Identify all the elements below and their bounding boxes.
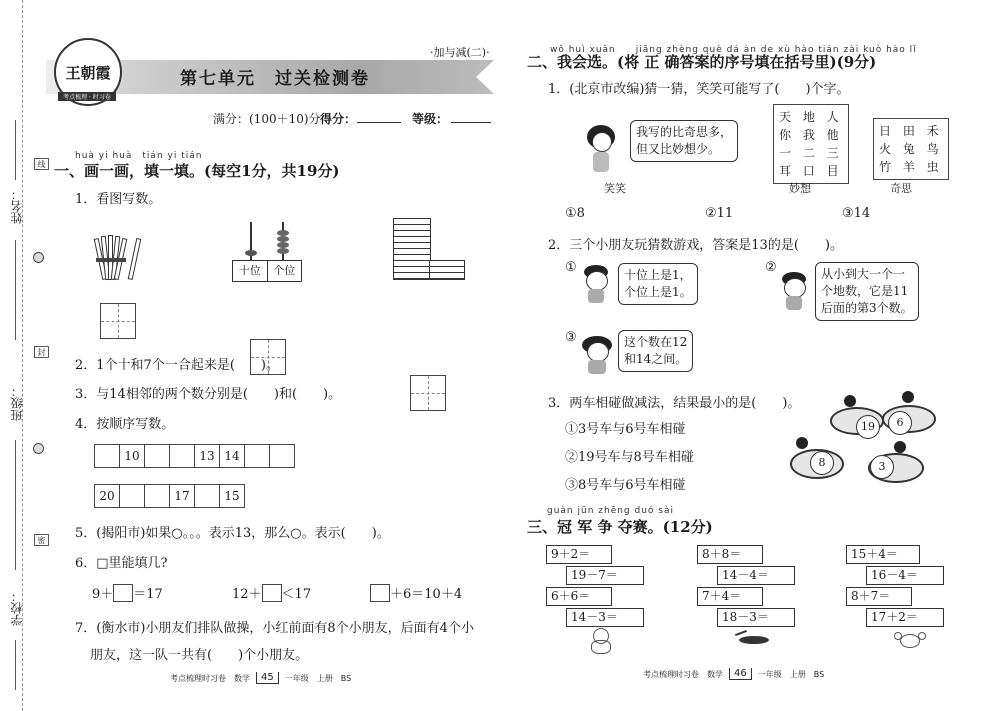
section-2-pinyin: wǒ huì xuǎn jiāng zhèng què dá àn de xù hào tián zài kuò hào lǐ	[550, 45, 917, 55]
binding-line	[15, 640, 17, 690]
fill-box[interactable]	[370, 584, 390, 602]
sequence-cell[interactable]	[144, 444, 170, 468]
footer-right: 考点梳理时习卷 数学 46 一年级 上册 BS	[643, 668, 825, 679]
rabbit-icon	[588, 628, 612, 654]
equation[interactable]: 14－3＝	[566, 608, 644, 627]
brand-logo: 王朝霞	[54, 38, 122, 106]
sequence-cell[interactable]: 10	[119, 444, 145, 468]
question-1-6-item-c: ＋6＝10＋4	[370, 583, 462, 602]
question-1-5: 5．(揭阳市)如果○。。。表示13，那么○。表示( )。	[75, 526, 390, 541]
equation-column-3	[846, 545, 946, 627]
question-1-6: 6．□里能填几?	[75, 556, 168, 571]
binding-line	[15, 440, 17, 570]
section-2-title: 二、我会选。(将 正 确答案的序号填在括号里)(9分)	[527, 53, 877, 71]
equation[interactable]: 8＋7＝	[846, 587, 912, 606]
question-2-2: 2．三个小朋友玩猜数游戏，答案是13的是( )。	[548, 238, 843, 253]
xiaoxiao-speech-bubble: 我写的比奇思多， 但又比妙想少。	[630, 120, 738, 162]
sequence-cell[interactable]: 15	[219, 484, 245, 508]
car-number: 8	[810, 451, 834, 475]
sequence-cell[interactable]: 14	[219, 444, 245, 468]
kid-1-speech-bubble: 十位上是1， 个位上是1。	[618, 263, 698, 305]
sequence-cell[interactable]	[244, 444, 270, 468]
page-number: 46	[729, 668, 752, 680]
shrimp-icon	[735, 630, 775, 650]
equation[interactable]: 17＋2＝	[866, 608, 944, 627]
kid-mark-2: ②	[765, 260, 777, 275]
equation[interactable]: 16－4＝	[866, 566, 944, 585]
equation[interactable]: 14－4＝	[717, 566, 795, 585]
option-2-3-b[interactable]: ②19号车与8号车相碰	[565, 450, 694, 465]
option-2-1-c[interactable]: ③14	[842, 206, 871, 221]
page-title: 第七单元 过关检测卷	[180, 69, 370, 89]
kid-3-speech-bubble: 这个数在12 和14之间。	[618, 330, 693, 372]
grade-label: 等级：	[412, 112, 449, 126]
sequence-row-1	[95, 444, 295, 468]
car-number: 6	[888, 411, 912, 435]
car-number: 19	[856, 415, 880, 439]
full-score-label: 满分：(100＋10)分	[213, 112, 321, 126]
school-label: 学校：	[10, 590, 24, 626]
option-2-1-b[interactable]: ②11	[705, 206, 734, 221]
option-2-3-a[interactable]: ①3号车与6号车相碰	[565, 422, 686, 437]
fill-box[interactable]	[113, 584, 133, 602]
section-1-pinyin: huà yi huà tián yi tián	[75, 151, 203, 161]
binding-line	[15, 240, 17, 340]
sequence-cell[interactable]	[119, 484, 145, 508]
crab-icon	[894, 628, 924, 652]
equation-column-1	[546, 545, 646, 627]
section-3-title: 三、冠 军 争 夺赛。(12分)	[527, 518, 713, 536]
answer-box-1[interactable]	[100, 303, 136, 339]
qisi-words-box: 日 田 禾 火 兔 鸟 竹 羊 虫	[873, 118, 949, 180]
equation[interactable]: 6＋6＝	[546, 587, 612, 606]
grade-blank[interactable]	[451, 122, 491, 123]
equation-column-2	[697, 545, 797, 627]
kid-mark-1: ①	[565, 260, 577, 275]
binding-line	[15, 120, 17, 180]
question-1-7-line2: 朋友，这一队一共有( )个小朋友。	[90, 648, 309, 663]
fill-box[interactable]	[262, 584, 282, 602]
sequence-cell[interactable]: 17	[169, 484, 195, 508]
girl-picture-3	[580, 336, 614, 376]
sequence-row-2	[95, 484, 245, 508]
sticks-bundle-picture	[94, 234, 144, 284]
sequence-cell[interactable]	[144, 484, 170, 508]
sequence-cell[interactable]	[94, 444, 120, 468]
answer-box-3[interactable]	[410, 375, 446, 411]
equation[interactable]: 9＋2＝	[546, 545, 612, 564]
abacus-label-tens: 十位	[233, 261, 268, 281]
question-2-1: 1．(北京市改编)猜一猜，笑笑可能写了( )个字。	[548, 82, 850, 97]
equation[interactable]: 7＋4＝	[697, 587, 763, 606]
sequence-cell[interactable]: 13	[194, 444, 220, 468]
question-1-1: 1．看图写数。	[75, 192, 162, 207]
score-blank[interactable]	[357, 122, 401, 123]
footer-left: 考点梳理时习卷 数学 45 一年级 上册 BS	[170, 672, 352, 683]
abacus-picture	[232, 222, 302, 282]
name-miaoxiang: 妙想	[789, 182, 811, 195]
seal-tag: 线	[34, 158, 49, 170]
seal-tag: 密	[34, 534, 49, 546]
question-1-7-line1: 7．(衡水市)小朋友们排队做操，小红前面有8个小朋友，后面有4个小	[75, 621, 474, 636]
name-label: 姓名：	[10, 188, 24, 224]
sequence-cell[interactable]	[169, 444, 195, 468]
girl-xiaoxiao-picture	[583, 125, 619, 175]
seal-tag: 封	[34, 346, 49, 358]
equation[interactable]: 19－7＝	[566, 566, 644, 585]
car-number: 3	[870, 455, 894, 479]
equation[interactable]: 8＋8＝	[697, 545, 763, 564]
bumper-cars-picture	[782, 385, 942, 495]
sequence-cell[interactable]: 20	[94, 484, 120, 508]
class-label: 班级：	[10, 385, 24, 421]
equation[interactable]: 15＋4＝	[846, 545, 920, 564]
blocks-picture	[393, 218, 465, 282]
question-1-2: 2．1个十和7个一合起来是( )。	[75, 358, 279, 373]
unit-tag: ·加与减(二)·	[430, 46, 490, 59]
question-1-6-item-b: 12＋ ＜17	[232, 583, 311, 602]
sequence-cell[interactable]	[194, 484, 220, 508]
question-1-6-item-a: 9＋ ＝17	[92, 583, 163, 602]
boy-picture-1	[580, 265, 614, 305]
option-2-3-c[interactable]: ③8号车与6号车相碰	[565, 478, 686, 493]
option-2-1-a[interactable]: ①8	[565, 206, 585, 221]
question-1-3: 3．与14相邻的两个数分别是( )和( )。	[75, 387, 342, 402]
sequence-cell[interactable]	[269, 444, 295, 468]
score-label: 得分：	[320, 112, 357, 126]
question-2-3: 3．两车相碰做减法，结果最小的是( )。	[548, 396, 801, 411]
abacus-label-ones: 个位	[273, 264, 296, 277]
binding-hole	[33, 443, 44, 454]
kid-2-speech-bubble: 从小到大一个一 个地数，它是11 后面的第3个数。	[815, 262, 919, 321]
kid-mark-3: ③	[565, 330, 577, 345]
brand-logo-sub: 考点梳理 · 时习卷	[58, 92, 116, 101]
name-xiaoxiao: 笑笑	[604, 182, 626, 195]
equation[interactable]: 18－3＝	[717, 608, 795, 627]
miaoxiang-words-box: 天 地 人 你 我 他 一 二 三 耳 口 目	[773, 104, 849, 184]
section-1-title: 一、画一画，填一填。(每空1分，共19分)	[54, 162, 340, 180]
name-qisi: 奇思	[890, 182, 912, 195]
question-1-4: 4．按顺序写数。	[75, 417, 175, 432]
section-3-pinyin: guàn jūn zhēng duó sài	[547, 506, 674, 516]
binding-hole	[33, 252, 44, 263]
boy-picture-2	[778, 272, 810, 312]
page-number: 45	[256, 672, 279, 684]
